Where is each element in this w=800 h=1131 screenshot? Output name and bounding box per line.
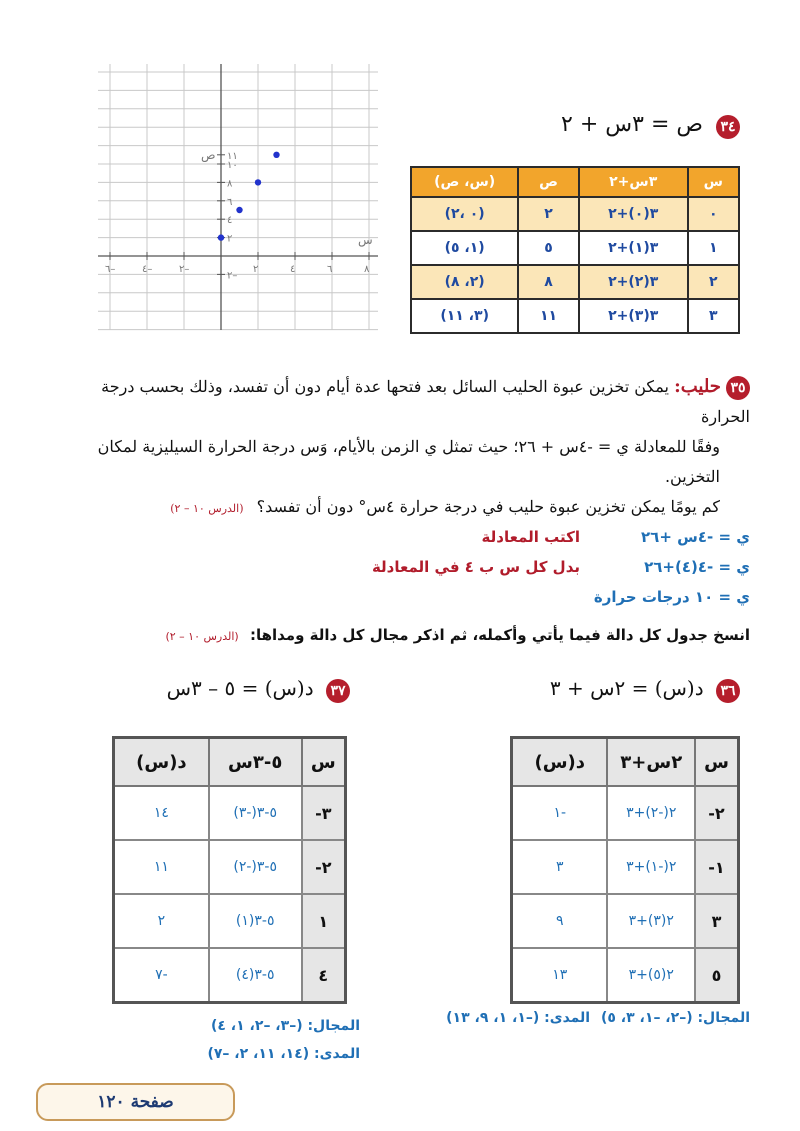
cell: (٠ ،٢) bbox=[411, 197, 518, 231]
table-row bbox=[411, 265, 739, 299]
ex37-col-expr: ٥-٣س bbox=[209, 738, 302, 787]
ex36-equation: د(س) = ٢س + ٣ bbox=[549, 676, 704, 700]
ex34-col-pair: (س، ص) bbox=[411, 167, 518, 197]
cell: -١ bbox=[512, 786, 608, 840]
cell: ١٣ bbox=[512, 948, 608, 1003]
ex36-col-x: س bbox=[695, 738, 739, 787]
instruction-lesson-ref: (الدرس ١٠ – ٢) bbox=[165, 630, 239, 643]
cell: ٢ bbox=[114, 894, 209, 948]
ex36-header bbox=[480, 676, 740, 703]
x-tick-label: ٢ bbox=[253, 264, 259, 275]
coordinate-graph bbox=[88, 58, 388, 338]
ex34-header bbox=[530, 112, 740, 139]
ex34-equation: ص = ٣س + ٢ bbox=[561, 112, 703, 137]
table-row bbox=[411, 299, 739, 333]
x-tick-label: ٦– bbox=[105, 264, 116, 275]
cell: ٢ bbox=[688, 265, 739, 299]
data-point bbox=[273, 152, 279, 158]
data-point bbox=[236, 207, 242, 213]
graph-axes bbox=[98, 64, 378, 330]
ex35-line-1 bbox=[60, 372, 750, 432]
ex36-domain: المجال: (–٢، –١، ٣، ٥) bbox=[600, 1010, 750, 1026]
cell: ١ bbox=[302, 894, 346, 948]
ex37-header bbox=[110, 676, 350, 703]
page-number: صفحة ١٢٠ bbox=[36, 1083, 235, 1121]
ex37-badge: ٣٧ bbox=[326, 679, 350, 703]
x-tick-label: ٤ bbox=[290, 264, 296, 275]
ex34-col-expr: ٣س+٢ bbox=[579, 167, 688, 197]
cell: ٥-٣(٤) bbox=[209, 948, 302, 1003]
ex35-title: حليب: bbox=[674, 376, 721, 397]
ex35-text-1: يمكن تخزين عبوة الحليب السائل بعد فتحها عدة أيام دون أن تفسد، وذلك بحسب درجة الحرارة bbox=[101, 377, 750, 426]
cell: ٥-٣(-٣) bbox=[209, 786, 302, 840]
y-tick-label: ٢– bbox=[227, 270, 238, 282]
solution-step bbox=[300, 558, 750, 588]
ex37-range: المدى: (١٤، ١١، ٢، –٧) bbox=[207, 1046, 360, 1062]
solution-step bbox=[300, 588, 750, 618]
graph-ticks bbox=[105, 151, 370, 282]
cell: ٢- bbox=[695, 786, 739, 840]
cell: ٣ bbox=[512, 840, 608, 894]
table-row bbox=[512, 894, 739, 948]
ex37-domain: المجال: (–٣، –٢، ١، ٤) bbox=[210, 1018, 360, 1034]
ex35-solution bbox=[300, 528, 750, 618]
step-eq: ي = ١٠ درجات حرارة bbox=[593, 588, 750, 606]
cell: ٣(١)+٢ bbox=[579, 231, 688, 265]
ex35-line-3 bbox=[60, 492, 750, 524]
ex37-col-fx: د(س) bbox=[114, 738, 209, 787]
cell: ٢ bbox=[518, 197, 578, 231]
cell: ٠ bbox=[688, 197, 739, 231]
ex37-col-x: س bbox=[302, 738, 346, 787]
data-point bbox=[218, 234, 224, 240]
cell: ٩ bbox=[512, 894, 608, 948]
y-tick-label: ٤ bbox=[227, 215, 233, 227]
cell: ٥ bbox=[695, 948, 739, 1003]
cell: ٢(٥)+٣ bbox=[607, 948, 694, 1003]
graph-grid bbox=[98, 64, 378, 330]
y-tick-label: ٨ bbox=[227, 178, 233, 190]
cell: ٣ bbox=[695, 894, 739, 948]
cell: ٥ bbox=[518, 231, 578, 265]
ex35-badge: ٣٥ bbox=[726, 376, 750, 400]
table-row bbox=[512, 948, 739, 1003]
ex36-domain-range bbox=[380, 1010, 750, 1026]
ex37-equation: د(س) = ٥ – ٣س bbox=[166, 676, 314, 700]
cell: ٣- bbox=[302, 786, 346, 840]
y-tick-label: ٢ bbox=[227, 233, 233, 245]
solution-step bbox=[300, 528, 750, 558]
step-eq: ي = -٤(٤)+٢٦ bbox=[644, 558, 750, 576]
table-row bbox=[512, 840, 739, 894]
data-point bbox=[255, 179, 261, 185]
cell: ٢(-١)+٣ bbox=[607, 840, 694, 894]
cell: (١، ٥) bbox=[411, 231, 518, 265]
y-tick-label: ١١ bbox=[227, 150, 238, 162]
x-axis-label: س bbox=[358, 233, 373, 247]
y-tick-label: ١٠ bbox=[227, 160, 238, 171]
ex35-text-3: كم يومًا يمكن تخزين عبوة حليب في درجة حرارة ٤س° دون أن تفسد؟ bbox=[256, 497, 720, 516]
ex35-lesson-ref: (الدرس ١٠ – ٢) bbox=[170, 502, 244, 515]
cell: ٣(٠)+٢ bbox=[579, 197, 688, 231]
y-axis-label: ص bbox=[201, 147, 216, 162]
cell: ٤ bbox=[302, 948, 346, 1003]
instruction-text: انسخ جدول كل دالة فيما يأتي وأكمله، ثم اذكر مجال كل دالة ومداها: bbox=[249, 626, 750, 644]
table-row bbox=[114, 948, 346, 1003]
y-tick-label: ٦ bbox=[227, 196, 233, 208]
x-tick-label: ٤– bbox=[142, 264, 153, 275]
cell: ٥-٣(١) bbox=[209, 894, 302, 948]
step-note: اكتب المعادلة bbox=[481, 528, 580, 546]
ex36-col-expr: ٢س+٣ bbox=[607, 738, 694, 787]
ex34-col-y: ص bbox=[518, 167, 578, 197]
ex36-table bbox=[510, 736, 740, 1004]
cell: ١١ bbox=[114, 840, 209, 894]
table-row bbox=[114, 786, 346, 840]
cell: (٢، ٨) bbox=[411, 265, 518, 299]
x-tick-label: ٦ bbox=[327, 264, 333, 275]
cell: (٣، ١١) bbox=[411, 299, 518, 333]
cell: ٥-٣(-٢) bbox=[209, 840, 302, 894]
cell: ٨ bbox=[518, 265, 578, 299]
ex34-badge: ٣٤ bbox=[716, 115, 740, 139]
table-row bbox=[411, 197, 739, 231]
x-tick-label: ٢– bbox=[179, 264, 190, 275]
ex36-range: المدى: (–١، ١، ٩، ١٣) bbox=[446, 1010, 591, 1026]
ex35-text-2: وفقًا للمعادلة ي = -٤س + ٢٦؛ حيث تمثل ي الزمن بالأيام، وَس درجة الحرارة السيليزية لمكان التخزين. bbox=[97, 437, 720, 486]
step-eq: ي = -٤س +٢٦ bbox=[641, 528, 750, 546]
ex35-problem bbox=[60, 372, 750, 524]
step-note: بدل كل س ب ٤ في المعادلة bbox=[371, 558, 580, 576]
x-tick-label: ٨ bbox=[364, 264, 370, 275]
cell: ٣(٢)+٢ bbox=[579, 265, 688, 299]
cell: ٣ bbox=[688, 299, 739, 333]
ex36-col-fx: د(س) bbox=[512, 738, 608, 787]
cell: ١٤ bbox=[114, 786, 209, 840]
cell: ٢(٣)+٣ bbox=[607, 894, 694, 948]
ex36-badge: ٣٦ bbox=[716, 679, 740, 703]
table-row bbox=[114, 894, 346, 948]
cell: -٧ bbox=[114, 948, 209, 1003]
table-row bbox=[114, 840, 346, 894]
cell: ١- bbox=[695, 840, 739, 894]
table-row bbox=[411, 231, 739, 265]
instruction bbox=[120, 626, 750, 644]
cell: ١١ bbox=[518, 299, 578, 333]
ex34-col-x: س bbox=[688, 167, 739, 197]
cell: ٢- bbox=[302, 840, 346, 894]
cell: ١ bbox=[688, 231, 739, 265]
ex37-table bbox=[112, 736, 347, 1004]
ex37-domain-range bbox=[120, 1012, 360, 1068]
ex34-table bbox=[410, 166, 740, 334]
cell: ٣(٣)+٢ bbox=[579, 299, 688, 333]
table-row bbox=[512, 786, 739, 840]
cell: ٢(-٢)+٣ bbox=[607, 786, 694, 840]
